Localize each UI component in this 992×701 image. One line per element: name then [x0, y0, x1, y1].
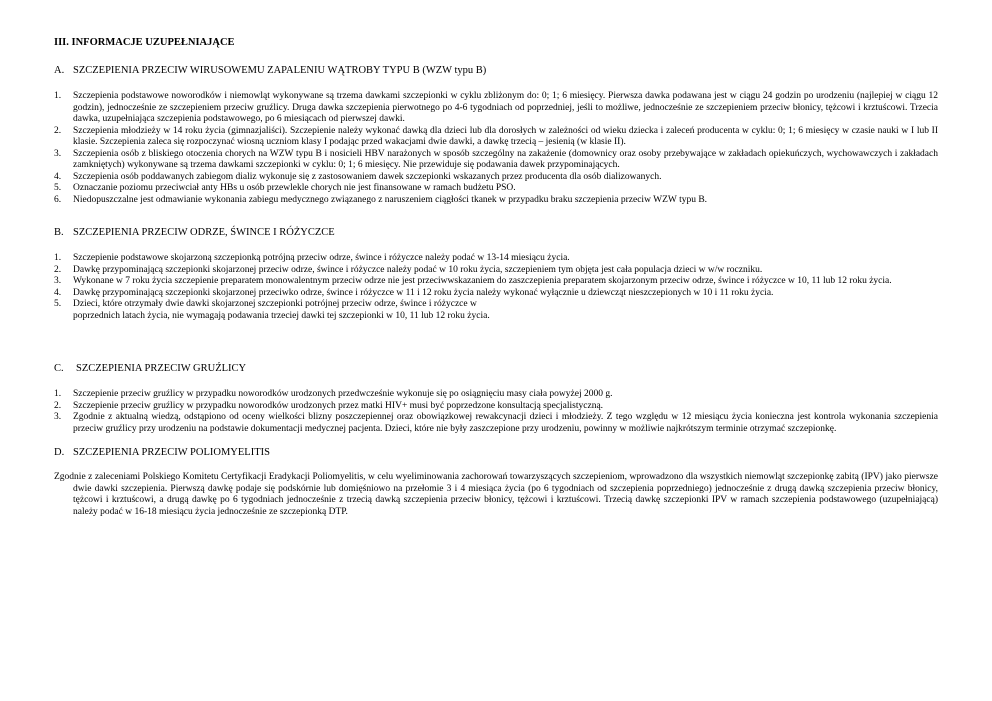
list-item-number: 5. — [54, 183, 62, 193]
list-item-number: 1. — [54, 253, 62, 263]
list-item — [54, 126, 938, 149]
section-a-letter: A. — [54, 65, 65, 76]
list-item-text: Szczepienia osób poddawanych zabiegom dializ wykonuje się z zastosowaniem dawek szczepionki wskazanych przez producenta dla osób dializowanych. — [73, 171, 662, 182]
list-item — [54, 412, 938, 435]
list-item-text: Szczepienia podstawowe noworodków i niemowląt wykonywane są trzema dawkami szczepionki w cyklu zbliżonym do: 0; 1; 6 miesięcy. Pierwsza dawka podawana jest w ciągu 24 godzin po urodzeniu (najlepiej w ciągu 12 godzin), jednocześnie ze szczepieniem przeciw gruźlicy. Druga dawka szczepienia pierwotnego po 4-6 tygodniach od poprzedniej, jeśli to możliwe, jednocześnie ze szczepieniem przeciw błonicy, tężcowi i krztuścowi. Trzecia dawka, uzupełniająca szczepienia podstawowego, po 6 miesiącach od pierwszej dawki. — [73, 91, 938, 124]
section-a-list — [54, 91, 938, 206]
list-item-number: 3. — [54, 276, 62, 286]
list-item-text: Dawkę przypominającą szczepionki skojarzonej przeciwko odrze, śwince i różyczce w 11 i 12 roku życia należy wykonać wyłącznie u dziewcząt nieszczepionych w 10 i 11 roku życia. — [73, 287, 774, 298]
list-item-number: 3. — [54, 148, 62, 159]
list-item-number: 1. — [54, 91, 62, 101]
list-item-text: Dawkę przypominającą szczepionki skojarzonej przeciw odrze, śwince i różyczce należy podać w 10 roku życia, szczepieniem tym objęta jest cała populacja dzieci w w/w roczniku. — [73, 264, 763, 275]
list-item-text: Szczepienia młodzieży w 14 roku życia (gimnazjaliści). Szczepienie należy wykonać dawką dla dzieci lub dla dorosłych w zależności od wieku dziecka i zaleceń producenta w cyklu: 0; 1; 6 miesięcy w czasie nauki w I lub II klasie. Szczepienia zaleca się rozpoczynać wiosną uczniom klasy I podając przed wakacjami dwie dawki, a dawkę trzecią – jesienią (w klasie II). — [73, 125, 938, 147]
section-c-title: SZCZEPIENIA PRZECIW GRUŹLICY — [76, 363, 247, 374]
list-item-number: 4. — [54, 171, 62, 182]
list-item-number: 2. — [54, 264, 62, 275]
section-b-list — [54, 253, 938, 322]
list-item-text: Wykonane w 7 roku życia szczepienie preparatem monowalentnym przeciw odrze nie jest przeciwwskazaniem do zaszczepienia preparatem skojarzonym przeciw odrze, śwince i różyczce w 10, 11 lub 12 roku życia. — [73, 276, 892, 286]
list-item-text: Szczepienie podstawowe skojarzoną szczepionką potrójną przeciw odrze, śwince i różyczce należy podać w 13-14 miesiącu życia. — [73, 253, 570, 263]
section-b-title: SZCZEPIENIA PRZECIW ODRZE, ŚWINCE I RÓŻYCZCE — [73, 227, 335, 238]
section-d-paragraph: Zgodnie z zaleceniami Polskiego Komitetu Certyfikacji Eradykacji Poliomyelitis, w celu wyeliminowania zachorowań towarzyszących szczepieniom, wprowadzono dla wszystkich niemowląt szczepionkę zabitą (IPV) jako pierwsze dwie dawki szczepienia. Pierwszą dawkę podaje się podskórnie lub domięśniowo na przełomie 3 i 4 miesiąca życia (po 6 tygodniach od szczepienia poprzedniego) jednocześnie z drugą dawką szczepienia przeciw błonicy, tężcowi i krztuścowi, a drugą dawkę po 6 tygodniach jednocześnie z trzecią dawką szczepienia przeciw błonicy, tężcowi i krztuścowi. Trzecią dawkę szczepionki IPV w ramach szczepienia podstawowego (uzupełniającą) należy podać w 16-18 miesiącu życia jednocześnie ze szczepionką DTP. — [54, 472, 938, 517]
list-item-number: 3. — [54, 412, 62, 422]
section-a-title: SZCZEPIENIA PRZECIW WIRUSOWEMU ZAPALENIU WĄTROBY TYPU B (WZW typu B) — [73, 65, 487, 76]
list-item — [54, 401, 938, 413]
section-d-heading — [54, 446, 938, 459]
list-item-text: Szczepienie przeciw gruźlicy w przypadku noworodków urodzonych przedwcześnie wykonuje się po osiągnięciu masy ciała powyżej 2000 g. — [73, 389, 613, 399]
section-b-letter: B. — [54, 227, 64, 238]
list-item — [54, 91, 938, 126]
list-item-number: 6. — [54, 194, 62, 205]
list-item-text: Zgodnie z aktualną wiedzą, odstąpiono od oceny wielkości blizny poszczepiennej oraz obowiązkowej rewakcynacji dzieci i młodzieży. Z tego względu w 12 miesiącu życia konieczna jest kontrola wykonania szczepienia przeciw gruźlicy przy urodzeniu na podstawie dokumentacji medycznej pacjenta. Dzieci, które nie były zaszczepione przy urodzeniu, powinny w możliwie najkrótszym terminie otrzymać szczepionkę. — [73, 412, 938, 434]
list-item — [54, 288, 938, 300]
document-title: III. INFORMACJE UZUPEŁNIAJĄCE — [54, 37, 235, 48]
list-item — [54, 195, 938, 207]
list-item-text: Szczepienia osób z bliskiego otoczenia chorych na WZW typu B i nosicieli HBV narażonych w sposób szczególny na zakażenie (domownicy oraz osoby przebywające w zakładach opiekuńczych, wychowawczych i zakładach zamkniętych) wykonywane są trzema dawkami szczepionki w cyklu: 0; 1; 6 miesięcy. Nie przewiduje się podawania dawek przypominających. — [73, 148, 938, 170]
list-item-number: 5. — [54, 299, 62, 309]
section-b-heading — [54, 226, 938, 239]
section-a-heading — [54, 64, 938, 77]
list-item-text-continued: poprzednich latach życia, nie wymagają podawania trzeciej dawki tej szczepionki w 10, 11 lub 12 roku życia. — [73, 310, 490, 321]
list-item — [54, 172, 938, 184]
list-item — [54, 276, 938, 288]
list-item-text: Niedopuszczalne jest odmawianie wykonania zabiegu medycznego związanego z naruszeniem ciągłości tkanek w przypadku braku szczepienia przeciw WZW typu B. — [73, 194, 708, 205]
list-item-text: Szczepienie przeciw gruźlicy w przypadku noworodków urodzonych przez matki HIV+ musi być poprzedzone konsultacją specjalistyczną. — [73, 400, 604, 411]
list-item-number: 1. — [54, 389, 62, 399]
list-item — [54, 389, 938, 401]
list-item-number: 2. — [54, 400, 62, 411]
list-item — [54, 149, 938, 172]
list-item-text: Dzieci, które otrzymały dwie dawki skojarzonej szczepionki potrójnej przeciw odrze, śwince i różyczce w — [73, 299, 477, 309]
section-c-heading — [54, 362, 938, 375]
list-item — [54, 265, 938, 277]
section-c-letter: C. — [54, 363, 64, 374]
section-d-title: SZCZEPIENIA PRZECIW POLIOMYELITIS — [73, 447, 270, 458]
list-item — [54, 299, 938, 322]
list-item-number: 4. — [54, 287, 62, 298]
list-item-text: Oznaczanie poziomu przeciwciał anty HBs u osób przewlekle chorych nie jest finansowane w ramach budżetu PSO. — [73, 183, 516, 193]
list-item-number: 2. — [54, 125, 62, 136]
list-item — [54, 183, 938, 195]
section-c-list — [54, 389, 938, 435]
section-d-letter: D. — [54, 447, 65, 458]
list-item — [54, 253, 938, 265]
